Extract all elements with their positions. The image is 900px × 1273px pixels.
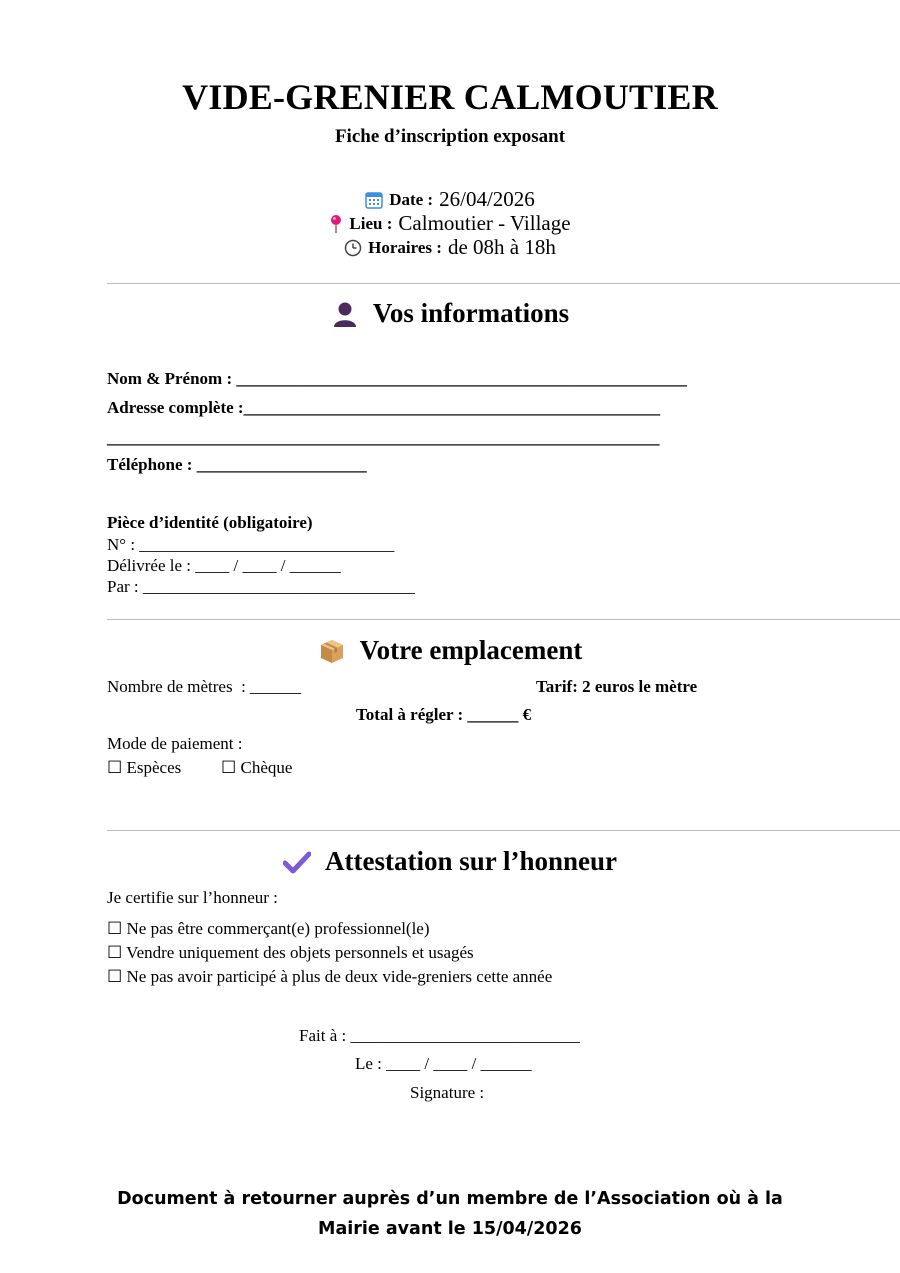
section-attest-label: Attestation sur l’honneur [324,846,618,876]
sign-date-field[interactable]: Le : ____ / ____ / ______ [355,1054,532,1073]
footer-line-2: Mairie avant le 15/04/2026 [318,1219,582,1239]
id-number-field[interactable]: N° : ______________________________ [107,535,395,554]
divider [107,830,900,831]
id-issued-field[interactable]: Délivrée le : ____ / ____ / ______ [107,556,341,575]
place-value: Calmoutier - Village [398,211,571,235]
hours-label: Horaires : [368,237,442,257]
total-field[interactable]: Total à régler : ______ € [356,705,532,724]
divider [107,283,900,284]
calendar-icon [365,191,383,209]
attest-item-3[interactable]: ☐ Ne pas avoir participé à plus de deux vide-greniers cette année [107,967,553,986]
meters-field[interactable]: Nombre de mètres : ______ [107,677,302,696]
section-location-title [0,635,900,666]
made-at-field[interactable]: Fait à : ___________________________ [299,1026,580,1045]
pushpin-icon [329,214,343,234]
event-hours [0,235,900,260]
event-date [0,187,900,212]
footer-line-1: Document à retourner auprès d’un membre de l’Association où à la [117,1189,783,1209]
attest-item-2[interactable]: ☐ Vendre uniquement des objets personnels et usagés [107,943,474,962]
hours-value: de 08h à 18h [447,235,556,259]
section-location-label: Votre emplacement [359,635,583,665]
section-info-label: Vos informations [372,298,570,328]
signature-label: Signature : [410,1083,485,1102]
checkmark-icon [283,850,311,874]
person-icon [331,300,359,328]
id-title: Pièce d’identité (obligatoire) [107,513,313,532]
address-field-line2[interactable]: _________________________________________________________________ [107,428,660,447]
payment-option-check[interactable]: ☐ Chèque [221,758,293,777]
clock-icon [344,239,362,257]
attest-item-1[interactable]: ☐ Ne pas être commerçant(e) professionnel(le) [107,919,430,938]
date-value: 26/04/2026 [439,187,535,211]
address-field[interactable]: Adresse complète :_________________________________________________ [107,398,661,417]
payment-option-cash[interactable]: ☐ Espèces [107,758,182,777]
payment-label: Mode de paiement : [107,734,243,753]
section-attest-title [0,846,900,877]
event-place [0,211,900,236]
section-info-title [0,298,900,329]
date-label: Date : [389,189,434,209]
id-by-field[interactable]: Par : ________________________________ [107,577,415,596]
attest-intro: Je certifie sur l’honneur : [107,888,278,907]
phone-field[interactable]: Téléphone : ____________________ [107,455,367,474]
place-label: Lieu : [349,213,393,233]
name-field[interactable]: Nom & Prénom : _____________________________________________________ [107,369,687,388]
page-title: VIDE-GRENIER CALMOUTIER [182,77,718,117]
page-subtitle: Fiche d’inscription exposant [334,126,566,147]
divider [107,619,900,620]
package-icon [318,637,346,665]
tariff-text: Tarif: 2 euros le mètre [536,677,698,696]
